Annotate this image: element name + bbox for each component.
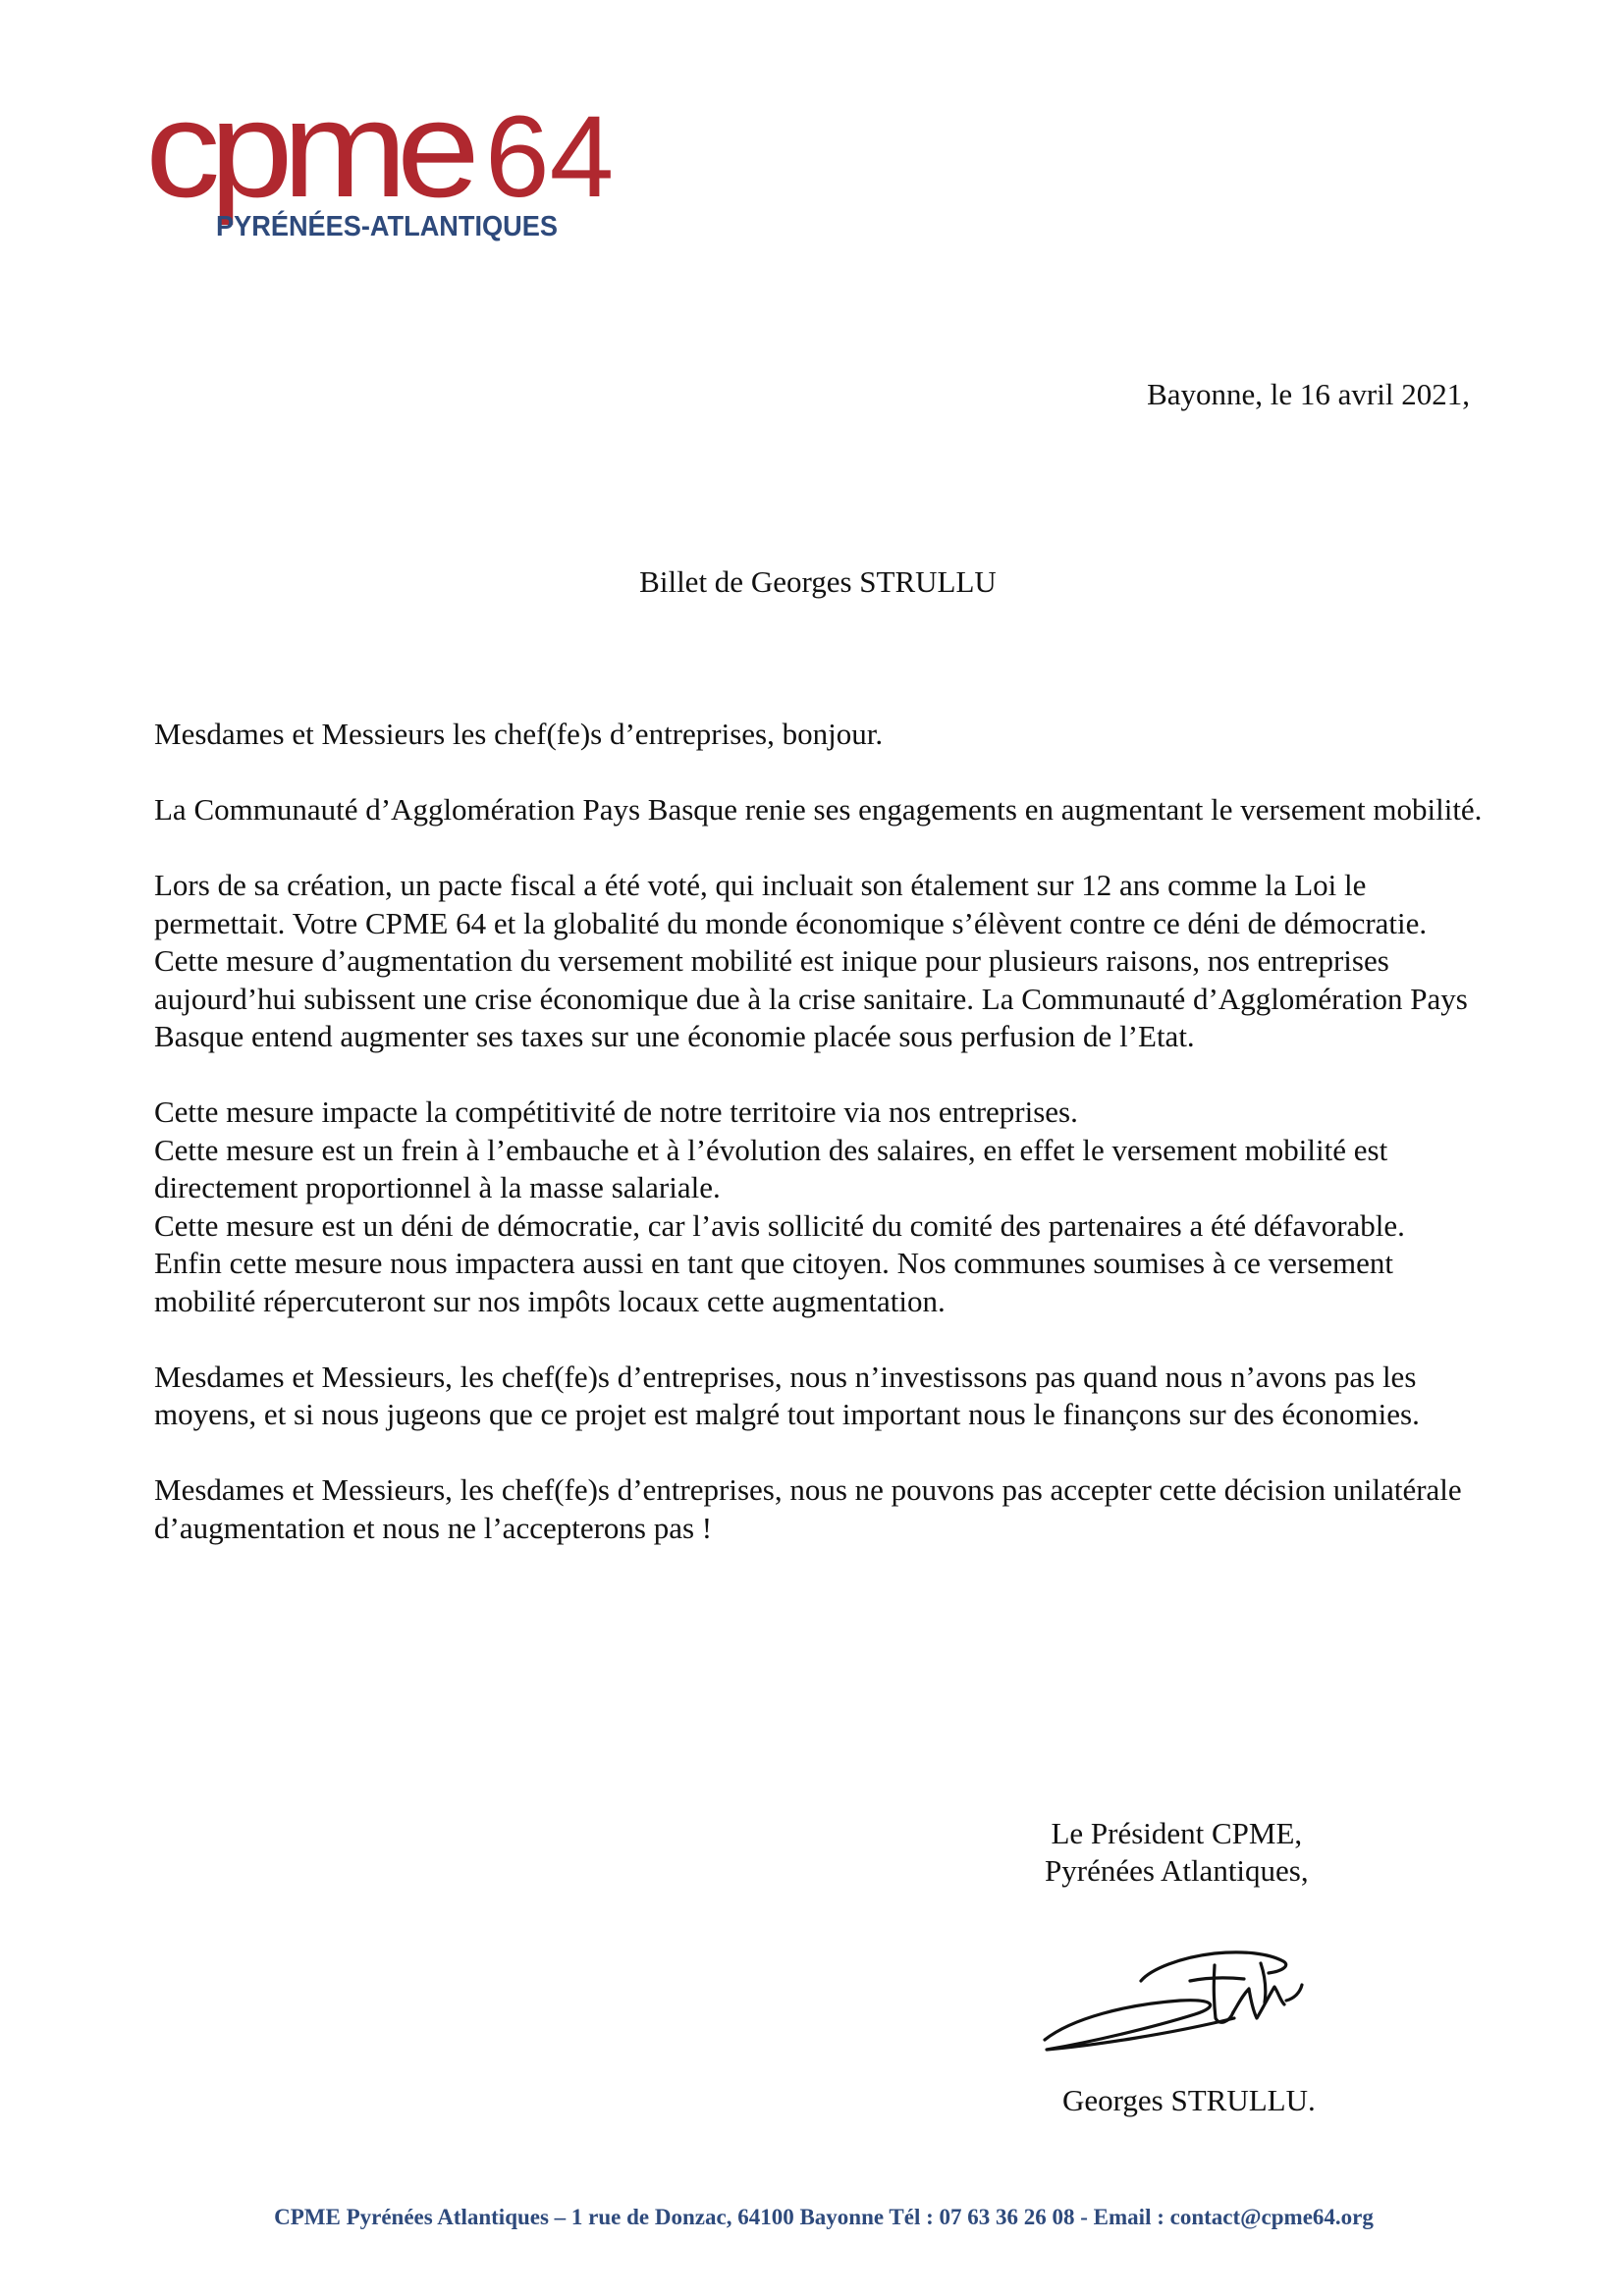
body-paragraph: La Communauté d’Agglomération Pays Basque renie ses engagements en augmentant le versement mobilité. [154,792,1483,827]
body-paragraph: Cette mesure est un déni de démocratie, car l’avis sollicité du comité des partenaires a été défavorable. [154,1207,1405,1243]
handwritten-signature [1033,1924,1347,2071]
letter-title: Billet de Georges STRULLU [639,564,997,599]
body-paragraph: Cette mesure impacte la compétitivité de notre territoire via nos entreprises. [154,1095,1078,1129]
body-paragraph: Enfin cette mesure nous impactera aussi en tant que citoyen. Nos communes soumises à ce versement mobilité répercuteront sur nos impôts locaux cette augmentation. [154,1246,1394,1318]
body-paragraph: Cette mesure est un frein à l’embauche et à l’évolution des salaires, en effet le versement mobilité est directement proportionnel à la masse salariale. [154,1132,1388,1204]
signature-name: Georges STRULLU. [1062,2083,1316,2117]
signature-role-line: Le Président CPME, [1051,1816,1303,1850]
letter-date: Bayonne, le 16 avril 2021, [1147,377,1470,411]
logo-number: 64 [485,92,615,222]
body-paragraph: Lors de sa création, un pacte fiscal a été voté, qui incluait son étalement sur 12 ans comme la Loi le permettait. Votre CPME 64 et la globalité du monde économique s’élèvent contre ce déni de démocratie. Cette mesure d’augmentation du versement mobilité est inique pour plusieurs raisons, nos entreprises aujourd’hui subissent une crise économique due à la crise sanitaire. La Communauté d’Agglomération Pays Basque entend augmenter ses taxes sur une économie placée sous perfusion de l’Etat. [154,868,1468,1053]
logo-wordmark: cpme [145,90,474,226]
footer-contact: CPME Pyrénées Atlantiques – 1 rue de Donzac, 64100 Bayonne Tél : 07 63 36 26 08 - Email : contact@cpme64.org [274,2205,1374,2229]
cpme64-logo [145,90,636,247]
body-paragraph: Mesdames et Messieurs, les chef(fe)s d’entreprises, nous n’investissons pas quand nous n’avons pas les moyens, et si nous jugeons que ce projet est malgré tout important nous le finançons sur des économies. [154,1359,1420,1431]
greeting-paragraph: Mesdames et Messieurs les chef(fe)s d’entreprises, bonjour. [154,717,884,751]
signature-role-line: Pyrénées Atlantiques, [1045,1853,1309,1888]
signature-block [1045,1815,1309,1890]
logo-subtitle: PYRÉNÉES-ATLANTIQUES [216,211,581,242]
letter-body [154,716,1485,1547]
closing-paragraph: Mesdames et Messieurs, les chef(fe)s d’entreprises, nous ne pouvons pas accepter cette décision unilatérale d’augmentation et nous ne l’accepterons pas ! [154,1472,1462,1545]
